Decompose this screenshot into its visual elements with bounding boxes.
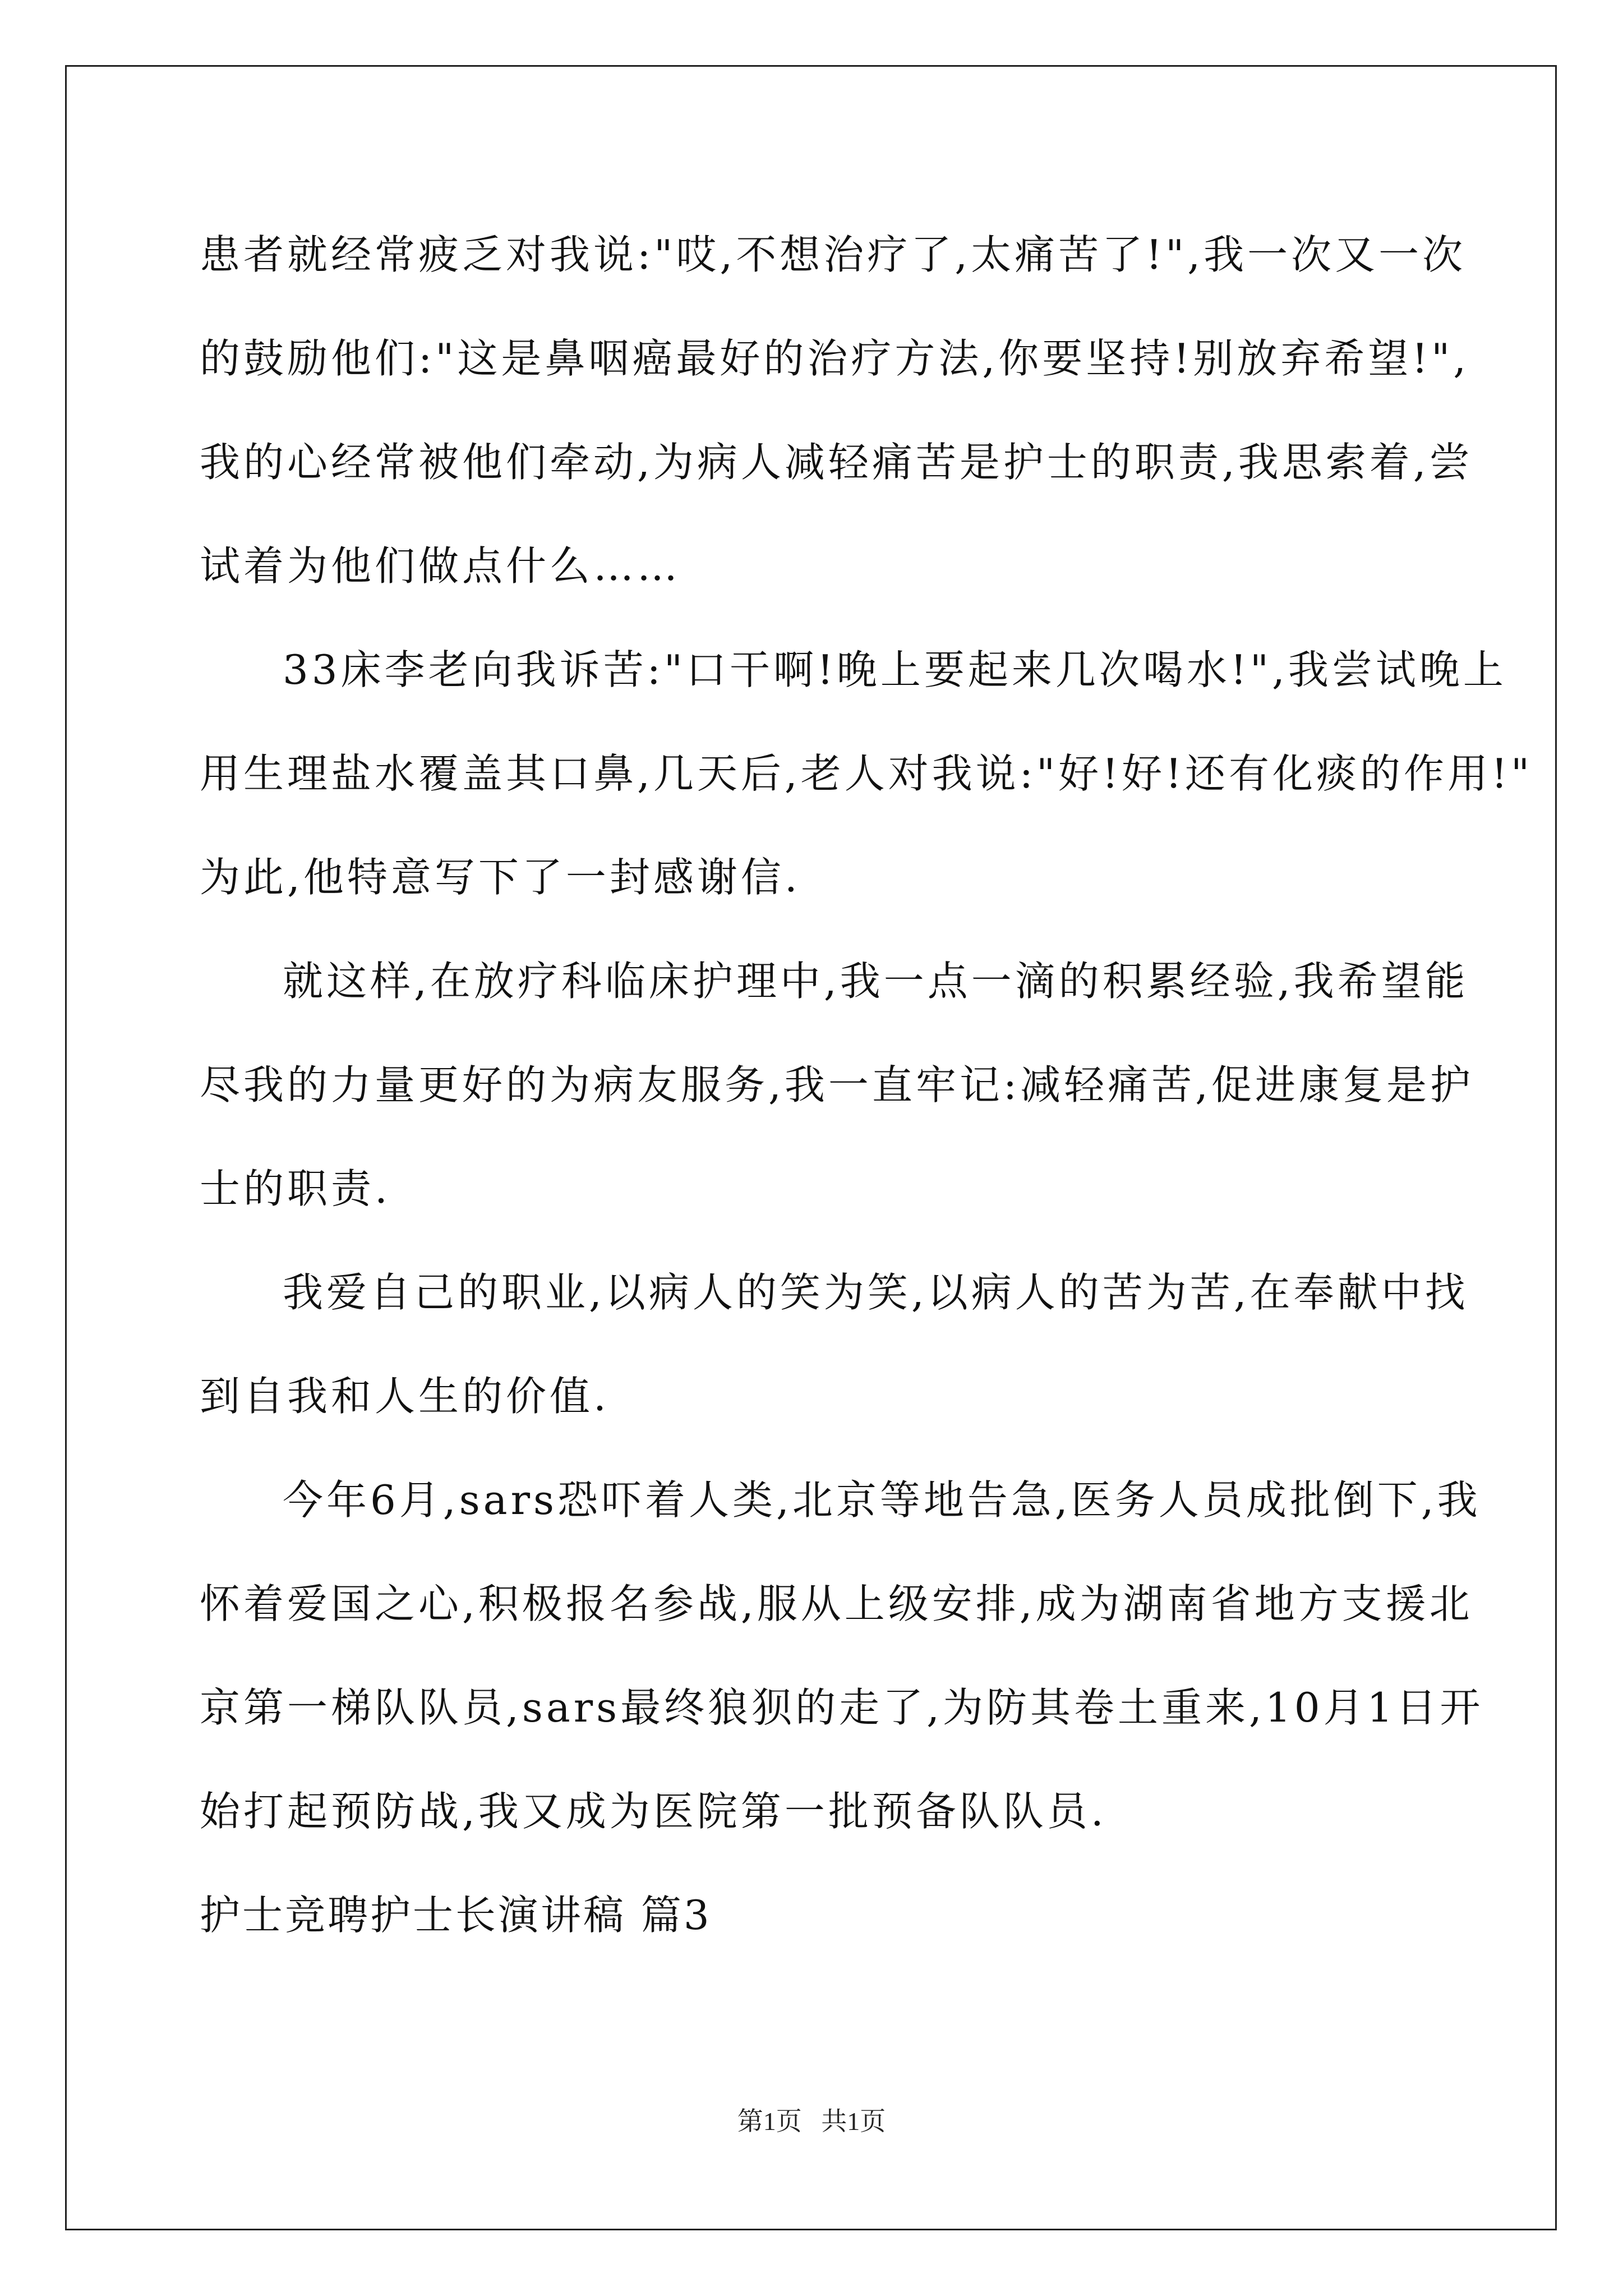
paragraph-line: 我爱自己的职业,以病人的笑为笑,以病人的苦为苦,在奉献中找 <box>283 1269 1469 1316</box>
paragraph-line: 始打起预防战,我又成为医院第一批预备队队员. <box>200 1788 1107 1835</box>
document-body <box>200 203 1533 1967</box>
paragraph-line: 士的职责. <box>200 1165 391 1212</box>
paragraph-line: 用生理盐水覆盖其口鼻,几天后,老人对我说:"好!好!还有化痰的作用!" <box>200 750 1533 797</box>
paragraph-line: 到自我和人生的价值. <box>200 1373 610 1420</box>
paragraph-line: 的鼓励他们:"这是鼻咽癌最好的治疗方法,你要坚持!别放弃希望!", <box>200 335 1470 382</box>
paragraph-line: 33床李老向我诉苦:"口干啊!晚上要起来几次喝水!",我尝试晚上 <box>283 646 1507 693</box>
section-heading: 护士竞聘护士长演讲稿 篇3 <box>200 1892 712 1939</box>
paragraph-line: 尽我的力量更好的为病友服务,我一直牢记:减轻痛苦,促进康复是护 <box>200 1061 1474 1108</box>
paragraph-line: 怀着爱国之心,积极报名参战,服从上级安排,成为湖南省地方支援北 <box>200 1580 1473 1627</box>
paragraph-line: 我的心经常被他们牵动,为病人减轻痛苦是护士的职责,我思索着,尝 <box>200 439 1473 486</box>
paragraph-line: 京第一梯队队员,sars最终狼狈的走了,为防其卷土重来,10月1日开 <box>200 1684 1484 1731</box>
paragraph-line: 今年6月,sars恐吓着人类,北京等地告急,医务人员成批倒下,我 <box>283 1476 1481 1524</box>
paragraph-line: 就这样,在放疗科临床护理中,我一点一滴的积累经验,我希望能 <box>283 958 1469 1005</box>
paragraph-line: 患者就经常疲乏对我说:"哎,不想治疗了,太痛苦了!",我一次又一次 <box>200 231 1467 278</box>
page-footer: 第1页 共1页 <box>737 2107 886 2136</box>
paragraph-line: 试着为他们做点什么…… <box>200 542 681 590</box>
paragraph-line: 为此,他特意写下了一封感谢信. <box>200 854 801 901</box>
